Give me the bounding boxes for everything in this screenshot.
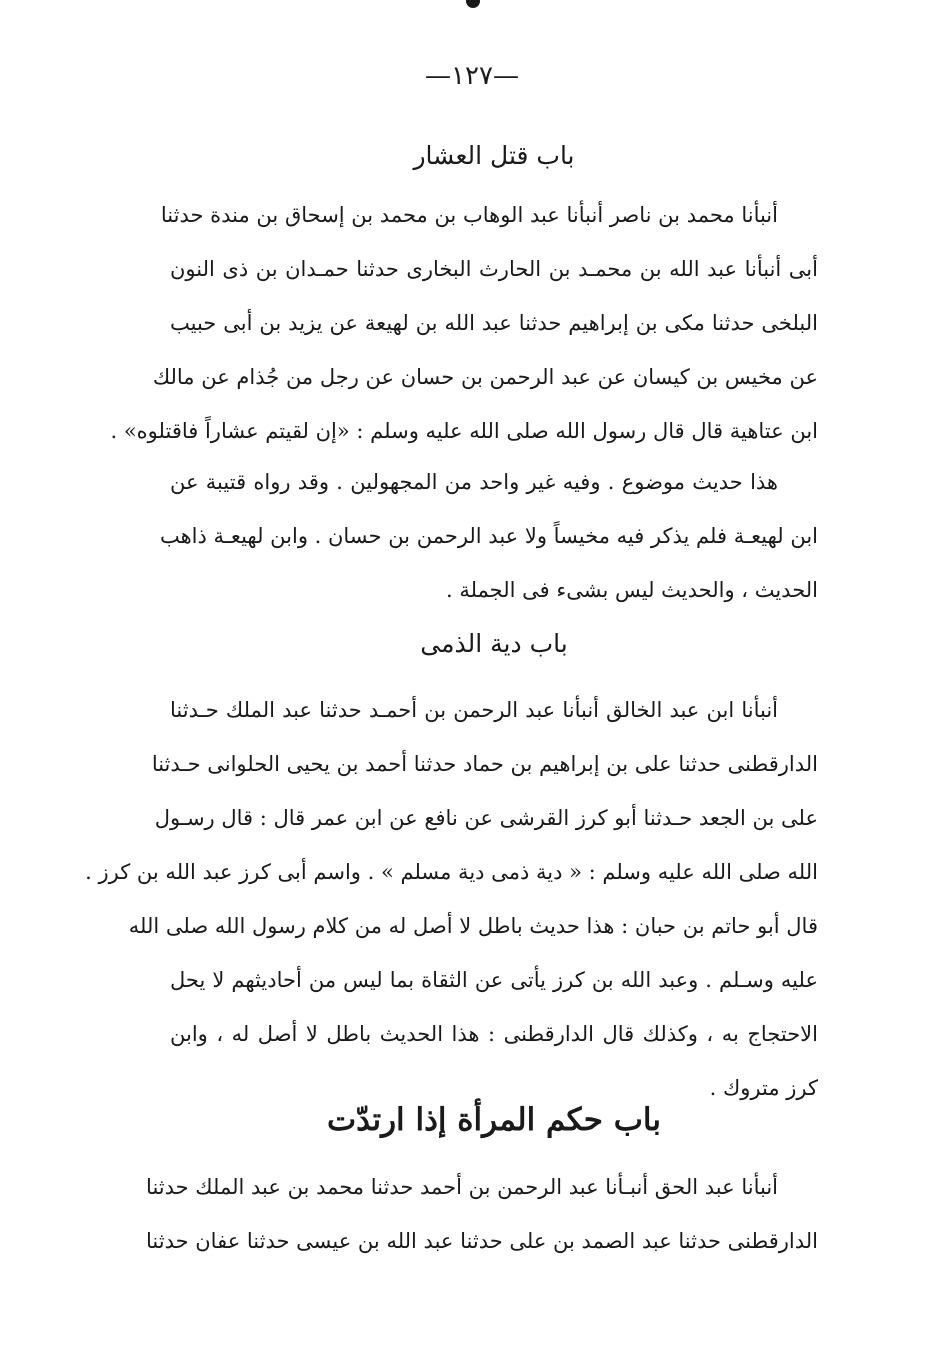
paragraph — [85, 683, 818, 1115]
text-line: أبى أنبأنا عبد الله بن محمـد بن الحارث البخارى حدثنا حمـدان بن ذى النون — [170, 257, 818, 281]
text-line: قال أبو حاتم بن حبان : هذا حديث باطل لا أصل له من كلام رسول الله صلى الله — [128, 914, 818, 938]
text-line: هذا حديث موضوع . وفيه غير واحد من المجهولين . وقد رواه قتيبة عن — [170, 470, 778, 494]
text-line: الاحتجاج به ، وكذلك قال الدارقطنى : هذا الحديث باطل لا أصل له ، وابن — [170, 1022, 818, 1046]
section-heading: باب دية الذمى — [420, 629, 568, 658]
text-line: البلخى حدثنا مكى بن إبراهيم حدثنا عبد الله بن لهيعة عن يزيد بن أبى حبيب — [170, 311, 818, 335]
section-heading: باب حكم المرأة إذا ارتدّت — [327, 1102, 661, 1138]
text-line: عليه وسـلم . وعبد الله بن كرز يأتى عن الثقاة بما ليس من أحاديثهم لا يحل — [170, 968, 818, 992]
paragraph — [110, 188, 818, 458]
text-line: كرز متروك . — [709, 1076, 818, 1100]
text-line: الدارقطنى حدثنا على بن إبراهيم بن حماد حدثنا أحمد بن يحيى الحلوانى حـدثنا — [151, 752, 818, 776]
page-top-mark — [466, 0, 480, 8]
text-line: الله صلى الله عليه وسلم : « دية ذمى دية مسلم » . واسم أبى كرز عبد الله بن كرز . — [85, 860, 818, 884]
page-number: —١٢٧— — [425, 61, 519, 91]
text-line: أنبأنا ابن عبد الخالق أنبأنا عبد الرحمن بن أحمـد حدثنا عبد الملك حـدثنا — [170, 698, 778, 722]
text-line: ابن لهيعـة فلم يذكر فيه مخيساً ولا عبد الرحمن بن حسان . وابن لهيعـة ذاهب — [159, 524, 818, 548]
text-line: على بن الجعد حـدثنا أبو كرز القرشى عن نافع عن ابن عمر قال : قال رسـول — [154, 806, 818, 830]
text-line: أنبأنا عبد الحق أنبـأنا عبد الرحمن بن أحمد حدثنا محمد بن عبد الملك حدثنا — [146, 1175, 778, 1199]
section-heading: باب قتل العشار — [413, 141, 575, 170]
paragraph — [145, 1160, 818, 1268]
text-line: الحديث ، والحديث ليس بشىء فى الجملة . — [445, 578, 818, 602]
text-line: الدارقطنى حدثنا عبد الصمد بن على حدثنا عبد الله بن عيسى حدثنا عفان حدثنا — [145, 1229, 818, 1253]
text-line: أنبأنا محمد بن ناصر أنبأنا عبد الوهاب بن محمد بن إسحاق بن مندة حدثنا — [160, 203, 778, 227]
text-line: عن مخيس بن كيسان عن عبد الرحمن بن حسان عن رجل من جُذام عن مالك — [152, 365, 818, 389]
text-line: ابن عتاهية قال قال رسول الله صلى الله عليه وسلم : «إن لقيتم عشاراً فاقتلوه» . — [110, 419, 818, 443]
paragraph — [159, 455, 818, 617]
